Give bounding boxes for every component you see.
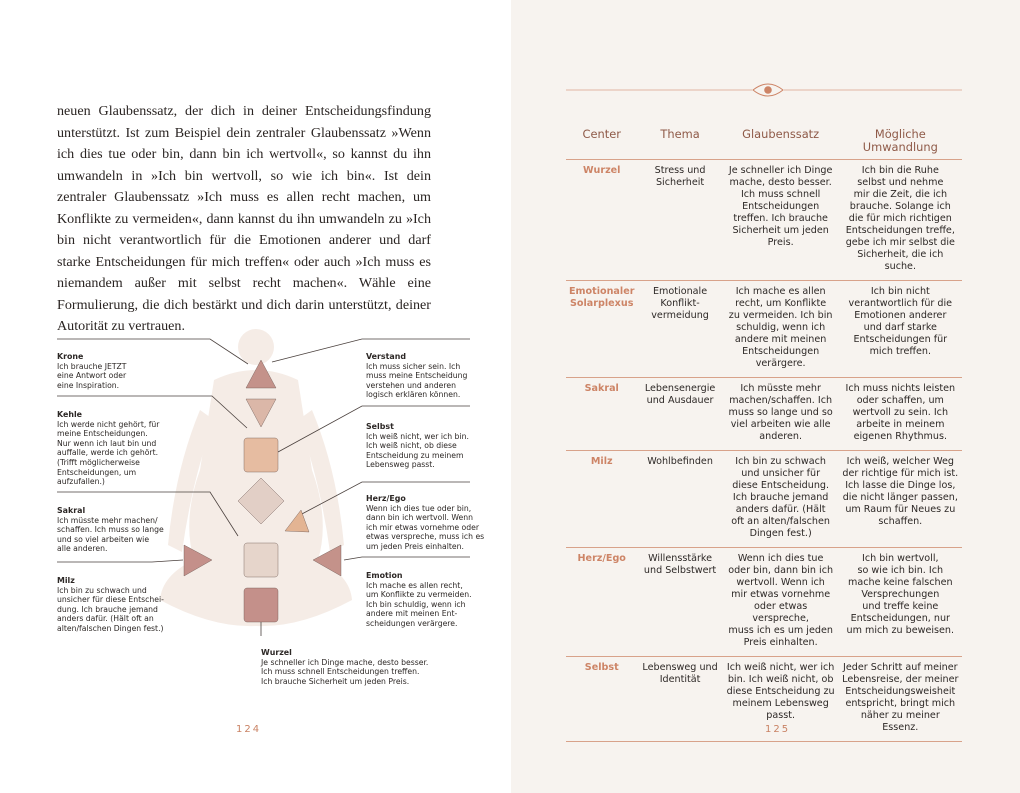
row-umwandlung: Ich muss nichts leisten oder schaffen, um wertvoll zu sein. Ich arbeite in meinem eigenen Rhythmus. [839,378,962,451]
label-krone-title: Krone [57,351,84,361]
row-glaubenssatz: Ich müsste mehr machen/schaffen. Ich muss so lange und so viel arbeiten wie alle anderen. [723,378,839,451]
row-center: Milz [566,451,637,548]
row-glaubenssatz: Je schneller ich Dinge mache, desto besser. Ich muss schnell Entscheidungen treffen. Ich brauche Sicherheit um jeden Preis. [723,160,839,281]
table-row [566,548,962,657]
label-verstand-title: Verstand [366,351,406,361]
label-sakral [57,496,164,554]
label-sakral-title: Sakral [57,505,86,515]
row-center: Sakral [566,378,637,451]
label-verstand-text: Ich muss sicher sein. Ich muss meine Entscheidung verstehen und anderen logisch erklären können. [366,361,468,400]
row-center: Wurzel [566,160,637,281]
table-row [566,281,962,378]
throat-center [244,438,278,472]
label-wurzel [261,638,428,686]
label-milz-text: Ich bin zu schwach und unsicher für diese Entschei- dung. Ich brauche jemand anders dafür. (Hält oft an alten/falschen Dingen fest.) [57,585,164,634]
table-row [566,451,962,548]
label-wurzel-title: Wurzel [261,647,292,657]
row-center: Herz/Ego [566,548,637,657]
table-row [566,160,962,281]
root-center [244,588,278,622]
label-selbst-text: Ich weiß nicht, wer ich bin. Ich weiß nicht, ob diese Entscheidung zu meinem Lebensweg passt. [366,431,469,470]
table-row [566,657,962,742]
row-thema: Wohlbefinden [637,451,722,548]
label-herzego-text: Wenn ich dies tue oder bin, dann bin ich wertvoll. Wenn ich mir etwas vornehme oder etwas verspreche, muss ich es um jeden Preis einhalten. [366,503,485,552]
sacral-center [244,543,278,577]
row-glaubenssatz: Ich mache es allen recht, um Konflikte zu vermeiden. Ich bin schuldig, wenn ich andere mit meinen Entscheidungen verärgere. [723,281,839,378]
label-kehle [57,400,159,487]
label-milz [57,566,164,634]
row-umwandlung: Jeder Schritt auf meiner Lebensreise, der meiner Entscheidungsweisheit entspricht, bringt mich näher zu meiner Essenz. [839,657,962,742]
row-glaubenssatz: Wenn ich dies tue oder bin, dann bin ich wertvoll. Wenn ich mir etwas vornehme oder etwas verspreche, muss ich es um jeden Preis einhalten. [723,548,839,657]
body-paragraph: neuen Glaubenssatz, der dich in deiner Entscheidungsfindung unterstützt. Ist zum Beispiel dein zentraler Glaubenssatz »Wenn ich dies tue oder bin, dann bin ich wertvoll«, so kannst du ihn umwandeln in »Ich bin wertvoll, so wie ich bin«. Ist dein zentraler Glaubenssatz »Ich muss es allen recht machen, um Konflikte zu vermeiden«, dann kannst du ihn umwandeln zu »Ich bin nicht verantwortlich für die Emotionen anderer und darf starke Entscheidungen für mich treffen« oder auch »Ich muss es niemandem außer mit selbst recht machen«. Wähle eine Formulierung, die dich bestärkt und dich darin unterstützt, deiner Autorität zu vertrauen. [57,103,431,334]
row-umwandlung: Ich bin die Ruhe selbst und nehme mir die Zeit, die ich brauche. Solange ich die für mich richtigen Entscheidungen treffe, gebe ich mir selbst die Sicherheit, die ich suche. [839,160,962,281]
row-thema: Willensstärke und Selbstwert [637,548,722,657]
row-thema: Stress und Sicherheit [637,160,722,281]
row-glaubenssatz: Ich weiß nicht, wer ich bin. Ich weiß nicht, ob diese Entscheidung zu meinem Lebensweg passt. [723,657,839,742]
row-umwandlung: Ich bin wertvoll, so wie ich bin. Ich mache keine falschen Versprechungen und treffe keine Entscheidungen, nur um mich zu beweisen. [839,548,962,657]
label-verstand [366,342,467,400]
label-sakral-text: Ich müsste mehr machen/ schaffen. Ich muss so lange und so viel arbeiten wie alle anderen. [57,515,164,554]
header-umwandlung: Mögliche Umwandlung [839,126,962,160]
label-kehle-text: Ich werde nicht gehört, für meine Entscheidungen. Nur wenn ich laut bin und auffalle, werde ich gehört. (Trifft möglicherweise Entscheidungen, um aufzufallen.) [57,419,160,487]
label-selbst-title: Selbst [366,421,394,431]
table-header-row [566,126,962,160]
row-thema: Emotionale Konflikt- vermeidung [637,281,722,378]
row-center: Emotionaler Solarplexus [566,281,637,378]
row-center: Selbst [566,657,637,742]
eye-ornament [566,79,962,103]
label-herzego-title: Herz/Ego [366,493,406,503]
row-thema: Lebensenergie und Ausdauer [637,378,722,451]
label-emotion-text: Ich mache es allen recht, um Konflikte zu vermeiden. Ich bin schuldig, wenn ich andere mit meinen Ent- scheidungen verärgere. [366,580,472,629]
label-krone [57,342,127,390]
label-emotion [366,561,472,629]
centers-table [566,126,962,742]
label-milz-title: Milz [57,575,75,585]
label-herzego [366,484,484,552]
row-thema: Lebensweg und Identität [637,657,722,742]
row-umwandlung: Ich bin nicht verantwortlich für die Emotionen anderer und darf starke Entscheidungen für mich treffen. [839,281,962,378]
label-wurzel-text: Je schneller ich Dinge mache, desto besser. Ich muss schnell Entscheidungen treffen. Ich brauche Sicherheit um jeden Preis. [261,657,429,686]
page-number-right: 125 [765,724,791,735]
table-row [566,378,962,451]
label-kehle-title: Kehle [57,409,83,419]
page-number-left: 124 [236,724,262,735]
header-glaubenssatz: Glaubenssatz [723,126,839,160]
row-umwandlung: Ich weiß, welcher Weg der richtige für mich ist. Ich lasse die Dinge los, die nicht länger passen, um Raum für Neues zu schaffen. [839,451,962,548]
row-glaubenssatz: Ich bin zu schwach und unsicher für diese Entscheidung. Ich brauche jemand anders dafür. (Hält oft an alten/falschen Dingen fest.) [723,451,839,548]
header-thema: Thema [637,126,722,160]
label-emotion-title: Emotion [366,570,403,580]
label-selbst [366,412,469,470]
header-center: Center [566,126,637,160]
label-krone-text: Ich brauche JETZT eine Antwort oder eine Inspiration. [57,361,127,390]
